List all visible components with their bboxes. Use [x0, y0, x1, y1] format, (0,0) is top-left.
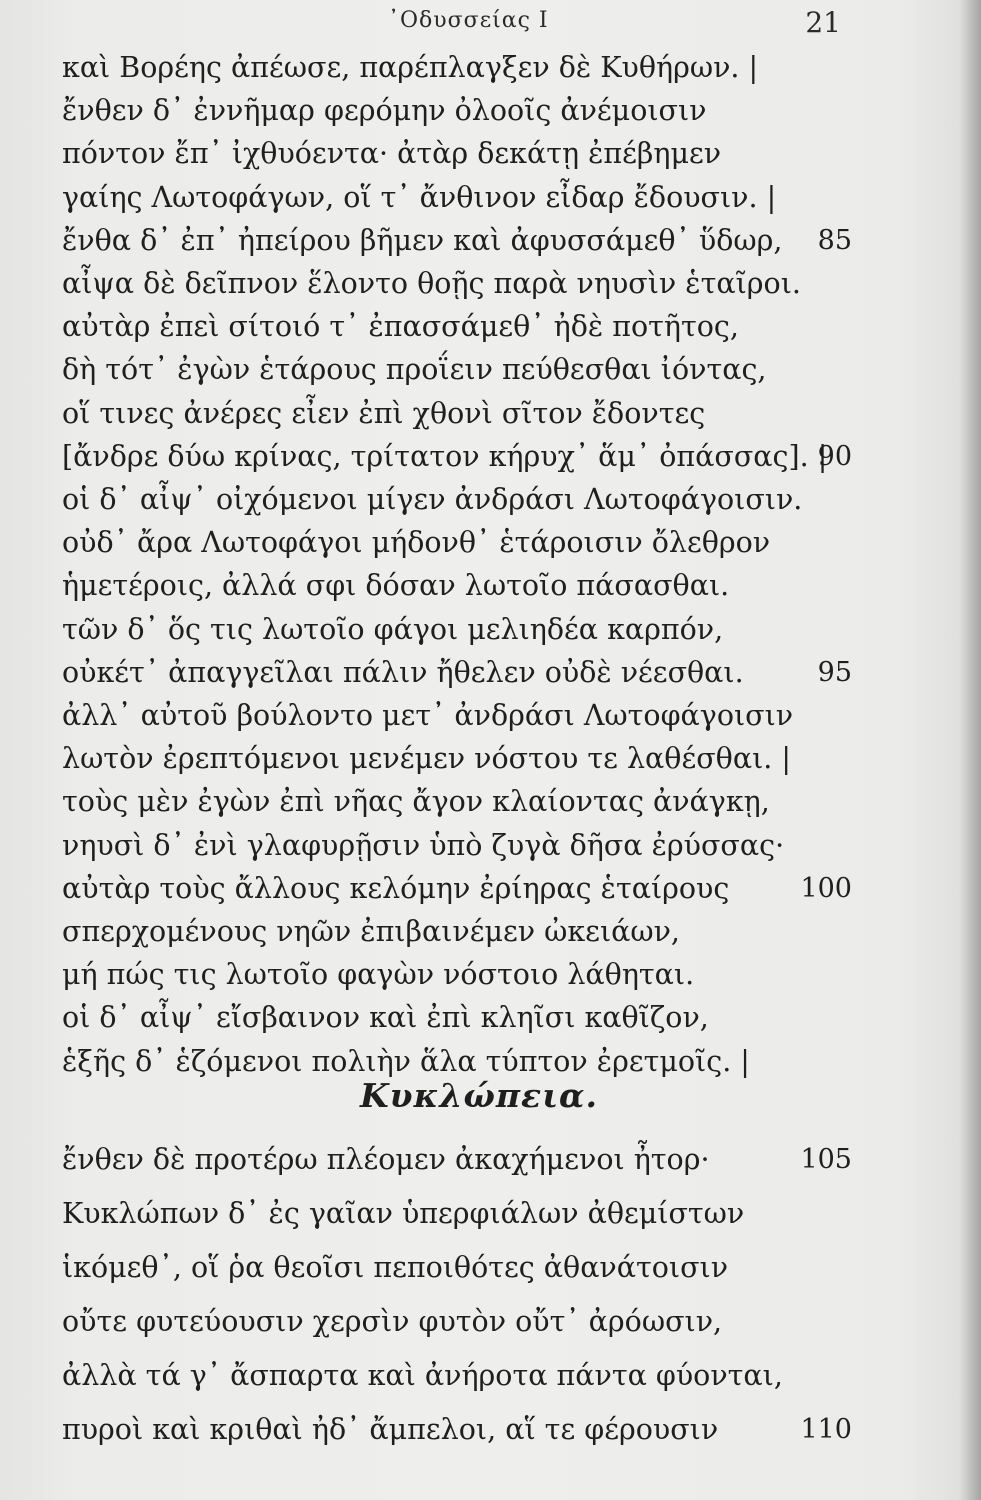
verse-text: σπερχομένους νηῶν ἐπιβαινέμεν ὠκειάων,: [62, 915, 680, 948]
verse-text: αἶψα δὲ δεῖπνον ἕλοντο θοῇς παρὰ νηυσὶν ἑταῖροι.: [62, 267, 801, 300]
verse-line: [62, 394, 852, 434]
verse-text: καὶ Βορέης ἀπέωσε, παρέπλαγξεν δὲ Κυθήρων. |: [62, 51, 759, 84]
verse-text: οἵ τινες ἀνέρες εἶεν ἐπὶ χθονὶ σῖτον ἔδοντες: [62, 396, 706, 430]
verse-text: ἱκόμεθ᾿, οἵ ῥα θεοῖσι πεποιθότες ἀθανάτοισιν: [62, 1251, 729, 1284]
verse-line: [62, 178, 852, 218]
verse-line: [62, 523, 852, 563]
line-number: 105: [800, 1144, 852, 1175]
verse-line: [62, 1248, 852, 1288]
verse-text: οὔτε φυτεύουσιν χερσὶν φυτὸν οὔτ᾿ ἀρόωσιν,: [62, 1305, 723, 1338]
page-number: 21: [805, 6, 841, 39]
verse-text: ἔνθα δ᾿ ἐπ᾿ ἠπείρου βῆμεν καὶ ἀφυσσάμεθ᾿ ὕδωρ,: [62, 223, 783, 257]
verse-line: [62, 782, 852, 822]
verse-line: [62, 1140, 852, 1180]
line-number: 95: [817, 656, 852, 688]
verse-text: ἑξῆς δ᾿ ἑζόμενοι πολιὴν ἅλα τύπτον ἐρετμοῖς. |: [62, 1044, 750, 1078]
verse-text: ἀλλὰ τά γ᾿ ἄσπαρτα καὶ ἀνήροτα πάντα φύονται,: [62, 1359, 783, 1392]
verse-text: πόντον ἔπ᾿ ἰχθυόεντα· ἀτὰρ δεκάτῃ ἐπέβημεν: [62, 137, 722, 171]
verse-text: ἔνθεν δὲ προτέρω πλέομεν ἀκαχήμενοι ἦτορ·: [62, 1143, 710, 1176]
verse-text: μή πώς τις λωτοῖο φαγὼν νόστοιο λάθηται.: [62, 958, 695, 992]
page-edge-shadow: [959, 0, 981, 1500]
verse-line: [62, 696, 852, 736]
verse-text: αὐτὰρ ἐπεὶ σίτοιό τ᾿ ἐπασσάμεθ᾿ ἠδὲ ποτῆτος,: [62, 310, 739, 344]
verse-line: [62, 1410, 852, 1450]
verse-text: ἀλλ᾿ αὐτοῦ βούλοντο μετ᾿ ἀνδράσι Λωτοφάγοισιν: [62, 699, 794, 732]
verse-line: [62, 955, 852, 995]
verse-text: οὐκέτ᾿ ἀπαγγεῖλαι πάλιν ἤθελεν οὐδὲ νέεσθαι.: [62, 655, 744, 689]
verse-line: [62, 1356, 852, 1396]
verse-line: [62, 566, 852, 606]
verse-text: Κυκλώπων δ᾿ ἐς γαῖαν ὑπερφιάλων ἀθεμίστων: [62, 1197, 745, 1230]
verse-line: [62, 739, 852, 779]
verse-text: ἡμετέροις, ἀλλά σφι δόσαν λωτοῖο πάσασθαι.: [62, 569, 730, 603]
verse-line: [62, 221, 852, 261]
verse-line: [62, 480, 852, 520]
verse-line: [62, 307, 852, 347]
verse-text: αὐτὰρ τοὺς ἄλλους κελόμην ἐρίηρας ἑταίρους: [62, 871, 730, 905]
line-number: 100: [800, 872, 852, 904]
verse-line: [62, 134, 852, 174]
verse-text: [ἄνδρε δύω κρίνας, τρίτατον κήρυχ᾿ ἅμ᾿ ὀπάσσας]. |: [62, 439, 828, 473]
verse-text: πυροὶ καὶ κριθαὶ ἠδ᾿ ἄμπελοι, αἵ τε φέρουσιν: [62, 1413, 719, 1446]
verse-text: δὴ τότ᾿ ἐγὼν ἑτάρους προΐειν πεύθεσθαι ἰόντας,: [62, 353, 767, 387]
line-number: 90: [817, 440, 852, 472]
verse-line: [62, 998, 852, 1038]
verse-text: ἔνθεν δ᾿ ἐννῆμαρ φερόμην ὀλοοῖς ἀνέμοισιν: [62, 94, 707, 128]
running-head: ᾿Οδυσσείας Ι: [388, 8, 549, 33]
verse-line: [62, 437, 852, 477]
verse-line: [62, 869, 852, 909]
verse-line: [62, 826, 852, 866]
verse-line: [62, 610, 852, 650]
verse-text: οἱ δ᾿ αἶψ᾿ εἴσβαινον καὶ ἐπὶ κληῖσι καθῖζον,: [62, 1001, 709, 1035]
verse-line: [62, 48, 852, 88]
verse-text: τοὺς μὲν ἐγὼν ἐπὶ νῆας ἄγον κλαίοντας ἀνάγκῃ,: [62, 785, 770, 819]
verse-text: οἱ δ᾿ αἶψ᾿ οἰχόμενοι μίγεν ἀνδράσι Λωτοφάγοισιν.: [62, 483, 803, 516]
verse-text: γαίης Λωτοφάγων, οἵ τ᾿ ἄνθινον εἶδαρ ἔδουσιν. |: [62, 180, 777, 214]
verse-line: [62, 264, 852, 304]
verse-line: [62, 1194, 852, 1234]
line-number: 110: [800, 1414, 852, 1445]
verse-text: οὐδ᾿ ἄρα Λωτοφάγοι μήδονθ᾿ ἑτάροισιν ὄλεθρον: [62, 526, 771, 560]
line-number: 85: [817, 224, 852, 256]
verse-line: [62, 350, 852, 390]
verse-line: [62, 912, 852, 952]
section-title: Κυκλώπεια.: [360, 1076, 598, 1115]
verse-line: [62, 653, 852, 693]
verse-line: [62, 1302, 852, 1342]
verse-text: νηυσὶ δ᾿ ἐνὶ γλαφυρῇσιν ὑπὸ ζυγὰ δῆσα ἐρύσσας·: [62, 828, 785, 862]
verse-line: [62, 91, 852, 131]
verse-text: λωτὸν ἐρεπτόμενοι μενέμεν νόστου τε λαθέσθαι. |: [62, 742, 791, 776]
verse-text: τῶν δ᾿ ὅς τις λωτοῖο φάγοι μελιηδέα καρπόν,: [62, 612, 724, 646]
